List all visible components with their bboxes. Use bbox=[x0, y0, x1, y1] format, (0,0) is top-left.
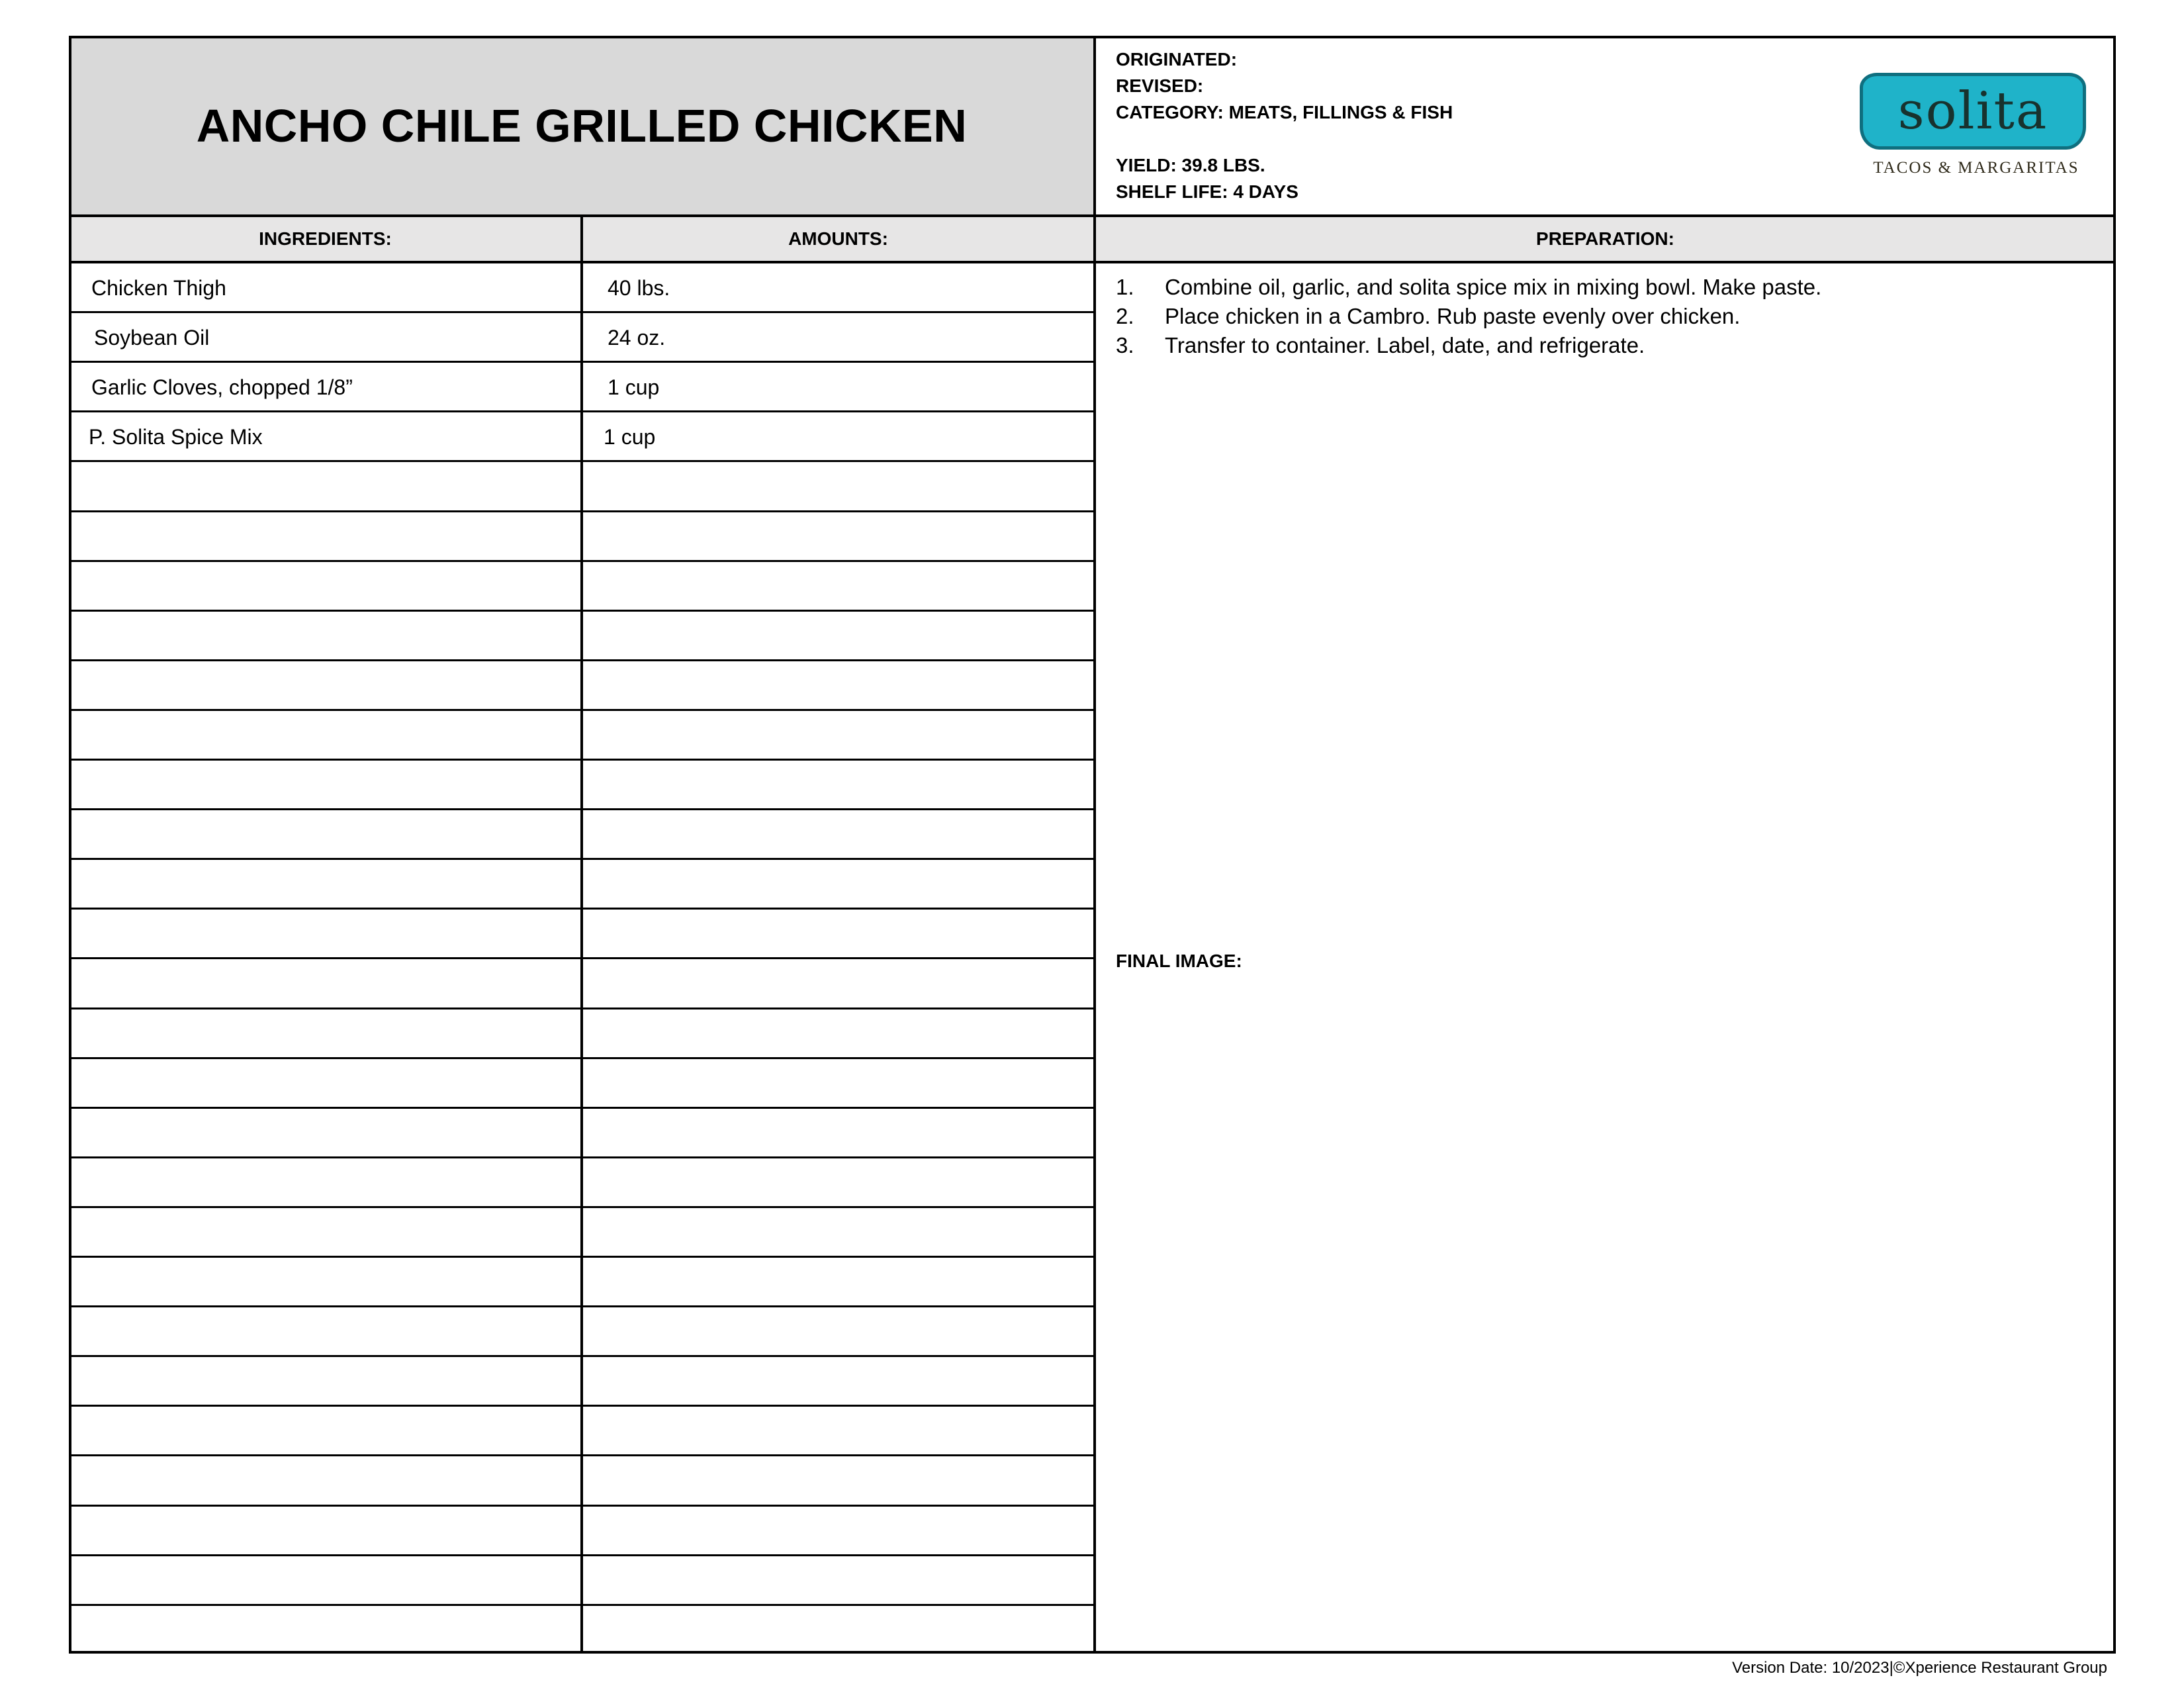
row-divider bbox=[69, 1405, 1095, 1407]
row-divider bbox=[69, 410, 1095, 412]
step-text: Transfer to container. Label, date, and refrigerate. bbox=[1165, 333, 1645, 357]
ingredient-name: P. Solita Spice Mix bbox=[89, 425, 263, 449]
row-divider bbox=[69, 1008, 1095, 1009]
preparation-step bbox=[1116, 273, 1821, 302]
preparation-step bbox=[1116, 302, 1740, 331]
row-divider bbox=[69, 311, 1095, 313]
step-number: 1. bbox=[1116, 275, 1134, 299]
column-divider-preparation bbox=[1093, 36, 1096, 1654]
logo-tagline: TACOS & MARGARITAS bbox=[1873, 159, 2079, 177]
row-divider bbox=[69, 659, 1095, 661]
row-divider bbox=[69, 361, 1095, 363]
category-field: CATEGORY: MEATS, FILLINGS & FISH bbox=[1116, 102, 1453, 122]
version-footer: Version Date: 10/2023|©Xperience Restaurant Group bbox=[1732, 1659, 2107, 1677]
step-text: Combine oil, garlic, and solita spice mix in mixing bowl. Make paste. bbox=[1165, 275, 1822, 299]
row-divider bbox=[69, 957, 1095, 959]
row-divider bbox=[69, 1156, 1095, 1158]
originated-field: ORIGINATED: bbox=[1116, 49, 1238, 70]
row-divider bbox=[69, 1505, 1095, 1507]
logo-badge: solita bbox=[1860, 73, 2086, 150]
step-number: 2. bbox=[1116, 304, 1134, 328]
step-text: Place chicken in a Cambro. Rub paste evenly over chicken. bbox=[1165, 304, 1741, 328]
row-divider bbox=[69, 460, 1095, 462]
revised-field: REVISED: bbox=[1116, 75, 1204, 96]
row-divider bbox=[69, 1256, 1095, 1258]
row-divider bbox=[69, 560, 1095, 562]
row-divider bbox=[69, 1107, 1095, 1109]
row-divider bbox=[69, 510, 1095, 512]
border-bottom bbox=[69, 1651, 2116, 1654]
ingredient-amount: 40 lbs. bbox=[608, 276, 670, 300]
amounts-header: AMOUNTS: bbox=[788, 228, 888, 249]
row-divider bbox=[69, 610, 1095, 612]
shelf-life-field: SHELF LIFE: 4 DAYS bbox=[1116, 181, 1298, 202]
row-divider bbox=[69, 1554, 1095, 1556]
ingredients-header: INGREDIENTS: bbox=[259, 228, 392, 249]
row-divider bbox=[69, 759, 1095, 761]
ingredient-name: Garlic Cloves, chopped 1/8” bbox=[91, 375, 353, 399]
row-divider bbox=[69, 1057, 1095, 1059]
row-divider bbox=[69, 1454, 1095, 1456]
row-divider bbox=[69, 908, 1095, 910]
row-divider bbox=[69, 808, 1095, 810]
recipe-title: ANCHO CHILE GRILLED CHICKEN bbox=[196, 100, 968, 152]
step-number: 3. bbox=[1116, 333, 1134, 357]
ingredient-name: Chicken Thigh bbox=[91, 276, 226, 300]
ingredient-amount: 1 cup bbox=[608, 375, 660, 399]
solita-logo bbox=[1857, 70, 2095, 183]
row-divider bbox=[69, 1604, 1095, 1606]
row-divider bbox=[69, 1305, 1095, 1307]
row-divider bbox=[69, 1206, 1095, 1208]
preparation-header: PREPARATION: bbox=[1536, 228, 1674, 249]
column-divider-amounts bbox=[580, 216, 583, 1654]
yield-field: YIELD: 39.8 LBS. bbox=[1116, 155, 1265, 175]
ingredient-amount: 1 cup bbox=[604, 425, 656, 449]
ingredient-amount: 24 oz. bbox=[608, 326, 666, 350]
ingredient-name: Soybean Oil bbox=[94, 326, 210, 350]
final-image-label: FINAL IMAGE: bbox=[1116, 951, 1242, 971]
border-left bbox=[69, 36, 71, 1654]
row-divider bbox=[69, 709, 1095, 711]
preparation-step bbox=[1116, 331, 1645, 360]
border-right bbox=[2113, 36, 2116, 1654]
row-divider bbox=[69, 858, 1095, 860]
row-divider bbox=[69, 1355, 1095, 1357]
